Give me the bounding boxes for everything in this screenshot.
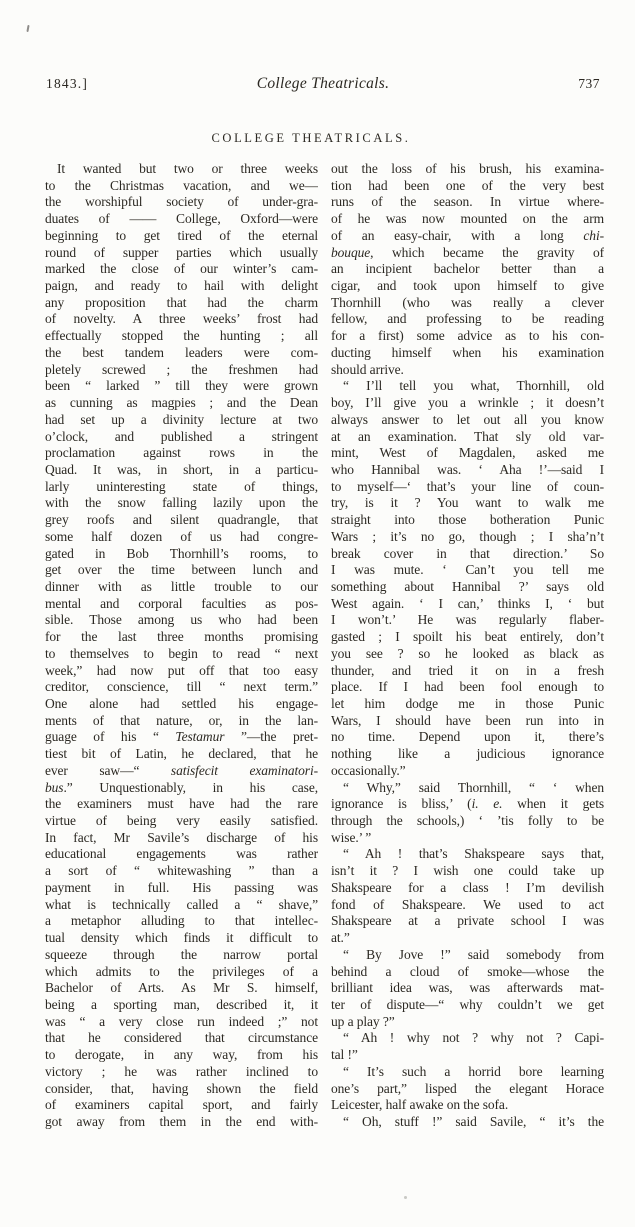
text-line: payment in full. His passing was: [45, 879, 318, 895]
text-line: what is technically called a “ shave,”: [45, 896, 318, 912]
text-line: guage of his “ Testamur ”—the pret-: [45, 729, 318, 745]
text-line: which admits to the privileges of a: [45, 963, 318, 979]
text-line: ter of dispute—“ why couldn’t we get: [331, 996, 604, 1012]
text-line: for the last three months promising: [45, 629, 318, 645]
article-title: COLLEGE THEATRICALS.: [211, 131, 411, 145]
text-line: nothing like a judicious ignorance: [331, 746, 604, 762]
text-line: a sort of “ whitewashing ” than a: [45, 863, 318, 879]
text-line: squeeze through the narrow portal: [45, 946, 318, 962]
paragraph: [331, 846, 604, 946]
text-line: “ Ah ! why not ? why not ? Capi-: [343, 1030, 604, 1046]
text-line: one’s part,” lisped the elegant Horace: [331, 1080, 604, 1096]
text-line: to derogate, in any way, from his: [45, 1047, 318, 1063]
text-line: Wars ; it’s no go, though ; I sha’n’t: [331, 528, 604, 544]
text-line: sible. Those among us who had been: [45, 612, 318, 628]
header-date: 1843.]: [46, 76, 89, 91]
text-line: place. If I had been fool enough to: [331, 679, 604, 695]
text-line: Bachelor of Arts. As Mr S. himself,: [45, 980, 318, 996]
text-line: victory ; he was rather inclined to: [45, 1063, 318, 1079]
text-line: tual density which finds it difficult to: [45, 930, 318, 946]
text-line: runs of the season. In virtue where-: [331, 194, 604, 210]
text-line: the worshipful society of under-gra-: [45, 194, 318, 210]
text-line: at an examination. That sly old var-: [331, 428, 604, 444]
text-line: some half dozen of us had congre-: [45, 528, 318, 544]
text-line: grey roofs and silent quadrangle, that: [45, 512, 318, 528]
text-line: boy, I’ll give you a wrinkle ; it doesn’t: [331, 395, 604, 411]
text-line: an incipient bachelor better than a: [331, 261, 604, 277]
paragraph: [45, 161, 318, 1131]
text-line: at.”: [331, 930, 350, 946]
text-line: bus.” Unquestionably, in his case,: [45, 779, 318, 795]
text-line: “ It’s such a horrid bore learning: [343, 1063, 604, 1079]
text-line: Leicester, half awake on the sofa.: [331, 1097, 509, 1113]
text-line: always answer to let out all you know: [331, 411, 604, 427]
text-line: of an easy-chair, with a long chi-: [331, 227, 604, 243]
page-header: [46, 75, 600, 93]
text-line: cigar, and took upon himself to give: [331, 278, 604, 294]
text-line: something about Hannibal ?’ says old: [331, 578, 604, 594]
text-line: of he was now mounted on the arm: [331, 211, 604, 227]
text-line: larly uninteresting state of things,: [45, 478, 318, 494]
text-line: It wanted but two or three weeks: [57, 161, 318, 176]
text-line: tal !”: [331, 1047, 358, 1063]
text-line: no time. Depend upon it, there’s: [331, 729, 604, 745]
text-line: tiest bit of Latin, he declared, that he: [45, 746, 318, 762]
paragraph: [331, 378, 604, 779]
text-line: One alone had settled his engage-: [45, 696, 318, 711]
text-line: week,” had now put off that too easy: [45, 662, 318, 678]
text-line: the examiners must have had the rare: [45, 796, 318, 812]
text-line: paign, and ready to hail with delight: [45, 278, 318, 294]
text-column-right: [331, 161, 604, 1133]
text-line: had set up a divinity lecture at two: [45, 411, 318, 427]
text-line: to myself—‘ that’s your line of coun-: [331, 478, 604, 494]
paragraph: [331, 1114, 604, 1131]
text-line: straight into those botheration Punic: [331, 512, 604, 528]
text-columns: [45, 161, 604, 1133]
text-line: Shakspeare at a private school I was: [331, 913, 604, 929]
text-line: was “ a very close run indeed ;” not: [45, 1013, 318, 1029]
text-line: West again. ‘ I can,’ thinks I, ‘ but: [331, 595, 604, 611]
text-line: virtue of being very easily satisfied.: [45, 813, 318, 829]
text-line: fond of Shakspeare. We used to act: [331, 896, 604, 912]
text-line: consider, that, having shown the field: [45, 1080, 318, 1096]
paragraph: [331, 780, 604, 847]
text-line: occasionally.”: [331, 762, 406, 778]
text-line: gated in Bob Thornhill’s rooms, to: [45, 545, 318, 561]
text-line: been “ larked ” till they were grown: [45, 378, 318, 394]
paragraph: [331, 1064, 604, 1114]
text-line: any proposition that had the charm: [45, 294, 318, 310]
text-line: round of supper parties which usually: [45, 244, 318, 260]
text-line: Thornhill (who was really a clever: [331, 294, 604, 310]
text-line: I won’t.’ He was regularly flaber-: [331, 612, 604, 628]
text-line: being a sporting man, described it, it: [45, 996, 318, 1012]
text-line: pletely screwed ; the freshmen had: [45, 361, 318, 377]
text-line: a metaphor alluding to that intellec-: [45, 913, 318, 929]
paragraph: [331, 947, 604, 1031]
text-line: “ Why,” said Thornhill, “ ‘ when: [343, 779, 604, 795]
paragraph: [331, 1030, 604, 1063]
text-line: for a first) some advice as to his con-: [331, 328, 604, 344]
text-line: In fact, Mr Savile’s discharge of his: [45, 829, 318, 845]
text-column-left: [45, 161, 318, 1133]
text-line: out the loss of his brush, his examina-: [331, 161, 604, 176]
running-head: College Theatricals.: [256, 75, 390, 92]
text-line: marked the close of our winter’s cam-: [45, 261, 318, 277]
text-line: creditor, conscience, till “ next term.”: [45, 679, 318, 695]
text-line: mint, West of Magdalen, asked me: [331, 445, 604, 461]
text-line: ments of that nature, or, in the lan-: [45, 712, 318, 728]
text-line: up a play ?”: [331, 1013, 395, 1029]
text-line: gasted ; I spoilt his beat entirely, don’t: [331, 629, 604, 645]
text-line: isn’t it ? I wish one could take up: [331, 863, 604, 879]
text-line: break cover in that direction.’ So: [331, 545, 604, 561]
text-line: “ Oh, stuff !” said Savile, “ it’s the: [343, 1113, 604, 1129]
text-line: as cunning as magpies ; and the Dean: [45, 395, 318, 411]
text-line: I was mute. ‘ Can’t you tell me: [331, 562, 604, 578]
text-line: got away from them in the end with-: [45, 1113, 318, 1129]
text-line: wise.’ ”: [331, 829, 372, 845]
text-line: Shakspeare for a class ! I’m devilish: [331, 879, 604, 895]
text-line: effectually stopped the hunting ; all: [45, 328, 318, 344]
text-line: beginning to get tired of the eternal: [45, 227, 318, 243]
text-line: you see ? so he looked as black as: [331, 645, 604, 661]
page-number: 737: [578, 76, 601, 91]
text-line: dinner with as little trouble to our: [45, 578, 318, 594]
text-line: duates of —— College, Oxford—were: [45, 211, 318, 227]
scan-artifact: [26, 25, 29, 32]
text-line: “ Ah ! that’s Shakspeare says that,: [343, 846, 604, 862]
text-line: ignorance is bliss,’ (i. e. when it gets: [331, 796, 604, 812]
text-line: bouque, which became the gravity of: [331, 244, 604, 260]
text-line: of examiners capital sport, and fairly: [45, 1097, 318, 1113]
text-line: who Hannibal was. ‘ Aha !’—said I: [331, 461, 604, 477]
text-line: that he considered that circumstance: [45, 1030, 318, 1046]
text-line: get over the time between lunch and: [45, 562, 318, 578]
text-line: try, is it ? You want to walk me: [331, 495, 604, 511]
text-line: educational engagements was rather: [45, 846, 318, 862]
text-line: tion had been one of the very best: [331, 177, 604, 193]
text-line: “ By Jove !” said somebody from: [343, 946, 604, 962]
text-line: to the Christmas vacation, and we—: [45, 177, 318, 193]
text-line: ducting himself when his examination: [331, 344, 604, 360]
text-line: behind a cloud of smoke—whose the: [331, 963, 604, 979]
text-line: ever saw—“ satisfecit examinatori-: [45, 762, 318, 778]
text-line: of novelty. A three weeks’ frost had: [45, 311, 318, 327]
text-line: proclamation against rows in the: [45, 445, 318, 461]
text-line: o’clock, and published a stringent: [45, 428, 318, 444]
text-line: thunder, and tried it on in a fresh: [331, 662, 604, 678]
text-line: “ I’ll tell you what, Thornhill, old: [343, 378, 604, 394]
text-line: Wars, I should have been run into in: [331, 712, 604, 728]
text-line: through the schools,) ‘ ’tis folly to be: [331, 813, 604, 829]
text-line: the best tandem leaders were com-: [45, 344, 318, 360]
text-line: with the snow falling lazily upon the: [45, 495, 318, 511]
text-line: brilliant idea was, was afterwards mat-: [331, 980, 604, 996]
paragraph: [331, 161, 604, 378]
text-line: to themselves to begin to read “ next: [45, 645, 318, 661]
scan-speck: [404, 1196, 407, 1199]
text-line: should arrive.: [331, 361, 404, 377]
text-line: Quad. It was, in short, in a particu-: [45, 461, 318, 477]
text-line: fellow, and professing to be reading: [331, 311, 604, 327]
text-line: mental and corporal faculties as pos-: [45, 595, 318, 611]
text-line: let him dodge me in those Punic: [331, 696, 604, 711]
